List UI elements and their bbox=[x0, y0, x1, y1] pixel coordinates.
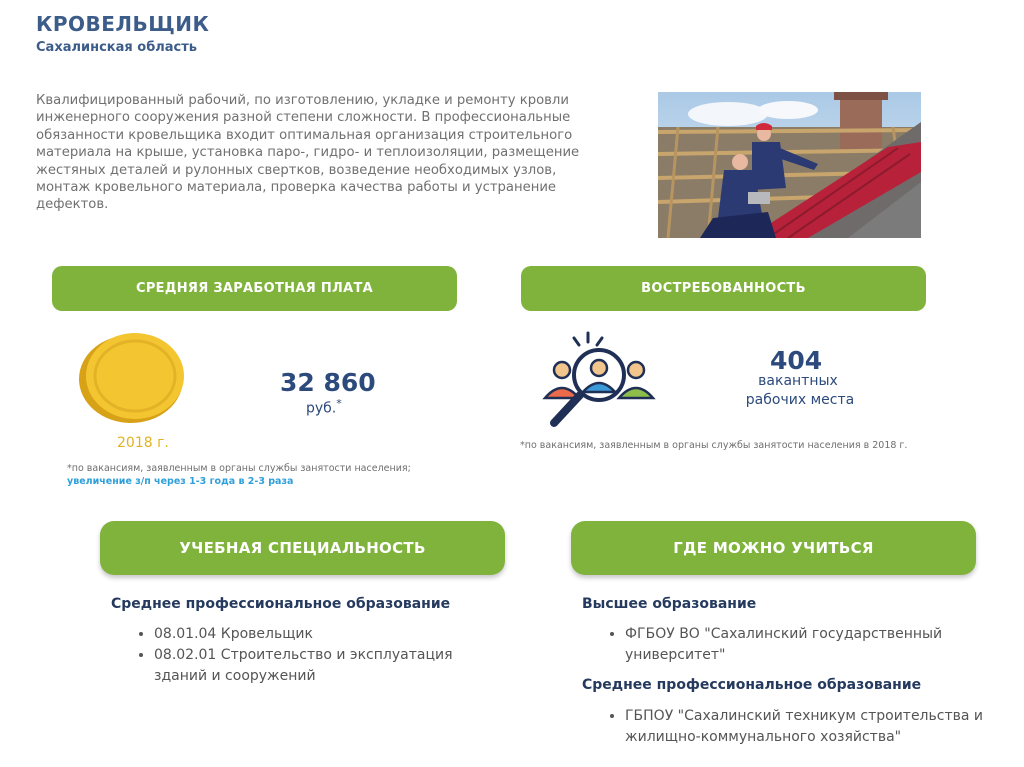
vacancy-label-line1: вакантных bbox=[758, 373, 838, 389]
specialty-header: УЧЕБНАЯ СПЕЦИАЛЬНОСТЬ bbox=[100, 521, 505, 575]
roofers-photo bbox=[658, 92, 921, 238]
region-subtitle: Сахалинская область bbox=[36, 40, 198, 55]
list-item: • ГБПОУ "Сахалинский техникум строительства и жилищно-коммунального хозяйства" bbox=[625, 706, 995, 748]
profession-description: Квалифицированный рабочий, по изготовлению, укладке и ремонту кровли инженерного сооружения разной степени сложности. В профессиональные обязанности кровельщика входит оптимальная организация строительного материала на крыше, установка паро-, гидро- и теплоизоляции, размещение жестяных деталей и рулонных свертков, возведение необходимых узлов, монтаж кровельного материала, проверка качества работы и устранение дефектов. bbox=[36, 93, 580, 213]
coin-icon bbox=[77, 331, 185, 423]
salary-year: 2018 г. bbox=[117, 435, 169, 451]
vacancy-search-icon bbox=[540, 330, 660, 432]
demand-footnote: *по вакансиям, заявленным в органы службы занятости населения в 2018 г. bbox=[520, 440, 908, 451]
secondary-education-list bbox=[603, 706, 995, 748]
salary-unit bbox=[306, 397, 342, 417]
salary-unit-text: руб. bbox=[306, 400, 337, 417]
salary-header: СРЕДНЯЯ ЗАРАБОТНАЯ ПЛАТА bbox=[52, 266, 457, 311]
specialty-level: Среднее профессиональное образование bbox=[111, 596, 451, 612]
higher-education-label: Высшее образование bbox=[582, 596, 757, 612]
list-item: • 08.01.04 Кровельщик bbox=[154, 624, 484, 645]
salary-footnote: *по вакансиям, заявленным в органы службы занятости населения; bbox=[67, 463, 411, 474]
salary-value: 32 860 bbox=[280, 368, 376, 397]
vacancy-label-line2: рабочих места bbox=[745, 392, 855, 408]
page-title: КРОВЕЛЬЩИК bbox=[36, 12, 210, 36]
vacancy-count: 404 bbox=[770, 346, 823, 375]
specialty-list bbox=[132, 624, 484, 687]
demand-header: ВОСТРЕБОВАННОСТЬ bbox=[521, 266, 926, 311]
higher-education-list bbox=[603, 624, 985, 666]
list-item: • 08.02.01 Строительство и эксплуатация зданий и сооружений bbox=[154, 645, 484, 687]
salary-growth-note: увеличение з/п через 1-3 года в 2-3 раза bbox=[67, 476, 294, 487]
list-item: • ФГБОУ ВО "Сахалинский государственный университет" bbox=[625, 624, 985, 666]
study-header: ГДЕ МОЖНО УЧИТЬСЯ bbox=[571, 521, 976, 575]
secondary-education-label: Среднее профессиональное образование bbox=[582, 677, 922, 693]
salary-unit-mark: * bbox=[336, 397, 342, 410]
